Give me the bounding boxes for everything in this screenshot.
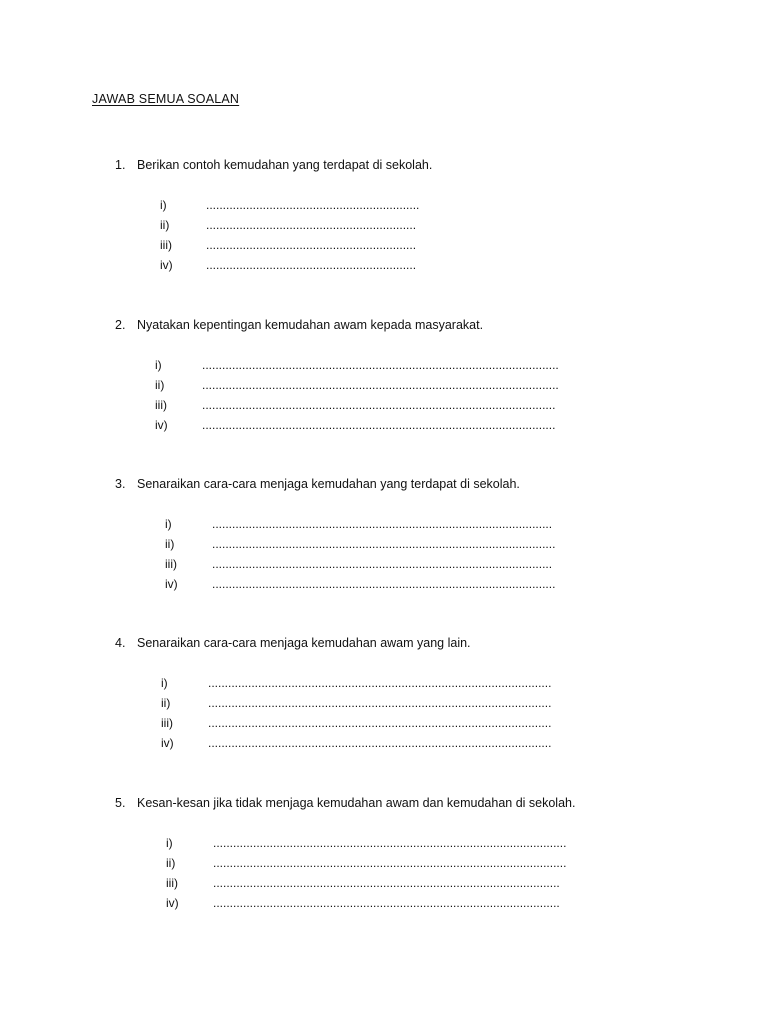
question-text: Berikan contoh kemudahan yang terdapat di sekolah. bbox=[137, 158, 433, 172]
answer-dotted-line: .......................................................................................................... bbox=[202, 398, 556, 412]
question-text: Senaraikan cara-cara menjaga kemudahan yang terdapat di sekolah. bbox=[137, 477, 520, 491]
answer-label: i) bbox=[160, 198, 167, 212]
question-text: Nyatakan kepentingan kemudahan awam kepada masyarakat. bbox=[137, 318, 484, 332]
answer-label: ii) bbox=[155, 378, 165, 392]
answer-dotted-line: ................................................................ bbox=[206, 198, 420, 212]
answer-dotted-line: ............................................................... bbox=[206, 238, 417, 252]
answer-label: iii) bbox=[161, 716, 173, 730]
answer-dotted-line: ....................................................................................................... bbox=[208, 736, 552, 750]
question-text: Kesan-kesan jika tidak menjaga kemudahan awam dan kemudahan di sekolah. bbox=[137, 796, 576, 810]
answer-label: iv) bbox=[160, 258, 173, 272]
question-text-row bbox=[115, 158, 432, 172]
question-number: 5. bbox=[115, 796, 126, 810]
answer-label: iii) bbox=[155, 398, 167, 412]
answer-label: iv) bbox=[165, 577, 178, 591]
page-heading: JAWAB SEMUA SOALAN bbox=[92, 92, 240, 106]
question-number: 3. bbox=[115, 477, 126, 491]
answer-dotted-line: ....................................................................................................... bbox=[208, 716, 552, 730]
answer-label: iii) bbox=[165, 557, 177, 571]
answer-label: ii) bbox=[165, 537, 175, 551]
answer-label: iv) bbox=[155, 418, 168, 432]
answer-label: i) bbox=[155, 358, 162, 372]
answer-label: ii) bbox=[166, 856, 176, 870]
answer-label: ii) bbox=[161, 696, 171, 710]
answer-dotted-line: ....................................................................................................... bbox=[212, 577, 556, 591]
answer-dotted-line: ........................................................................................................... bbox=[202, 358, 559, 372]
answer-dotted-line: .......................................................................................................... bbox=[213, 836, 567, 850]
answer-dotted-line: ........................................................................................................... bbox=[202, 378, 559, 392]
question-text-row bbox=[115, 796, 575, 810]
answer-label: iv) bbox=[166, 896, 179, 910]
question-number: 1. bbox=[115, 158, 126, 172]
answer-label: ii) bbox=[160, 218, 170, 232]
question-text: Senaraikan cara-cara menjaga kemudahan awam yang lain. bbox=[137, 636, 471, 650]
answer-dotted-line: ............................................................... bbox=[206, 258, 417, 272]
question-number: 4. bbox=[115, 636, 126, 650]
answer-label: iv) bbox=[161, 736, 174, 750]
answer-label: iii) bbox=[160, 238, 172, 252]
answer-dotted-line: ....................................................................................................... bbox=[212, 537, 556, 551]
answer-dotted-line: .......................................................................................................... bbox=[202, 418, 556, 432]
answer-dotted-line: ........................................................................................................ bbox=[213, 876, 560, 890]
question-number: 2. bbox=[115, 318, 126, 332]
answer-label: i) bbox=[161, 676, 168, 690]
answer-label: i) bbox=[166, 836, 173, 850]
answer-label: iii) bbox=[166, 876, 178, 890]
answer-dotted-line: ....................................................................................................... bbox=[208, 696, 552, 710]
answer-label: i) bbox=[165, 517, 172, 531]
question-text-row bbox=[115, 318, 483, 332]
question-text-row bbox=[115, 477, 520, 491]
question-text-row bbox=[115, 636, 471, 650]
answer-dotted-line: .......................................................................................................... bbox=[213, 856, 567, 870]
answer-dotted-line: ...................................................................................................... bbox=[212, 557, 553, 571]
answer-dotted-line: ....................................................................................................... bbox=[208, 676, 552, 690]
answer-dotted-line: ...................................................................................................... bbox=[212, 517, 553, 531]
answer-dotted-line: ............................................................... bbox=[206, 218, 417, 232]
answer-dotted-line: ........................................................................................................ bbox=[213, 896, 560, 910]
